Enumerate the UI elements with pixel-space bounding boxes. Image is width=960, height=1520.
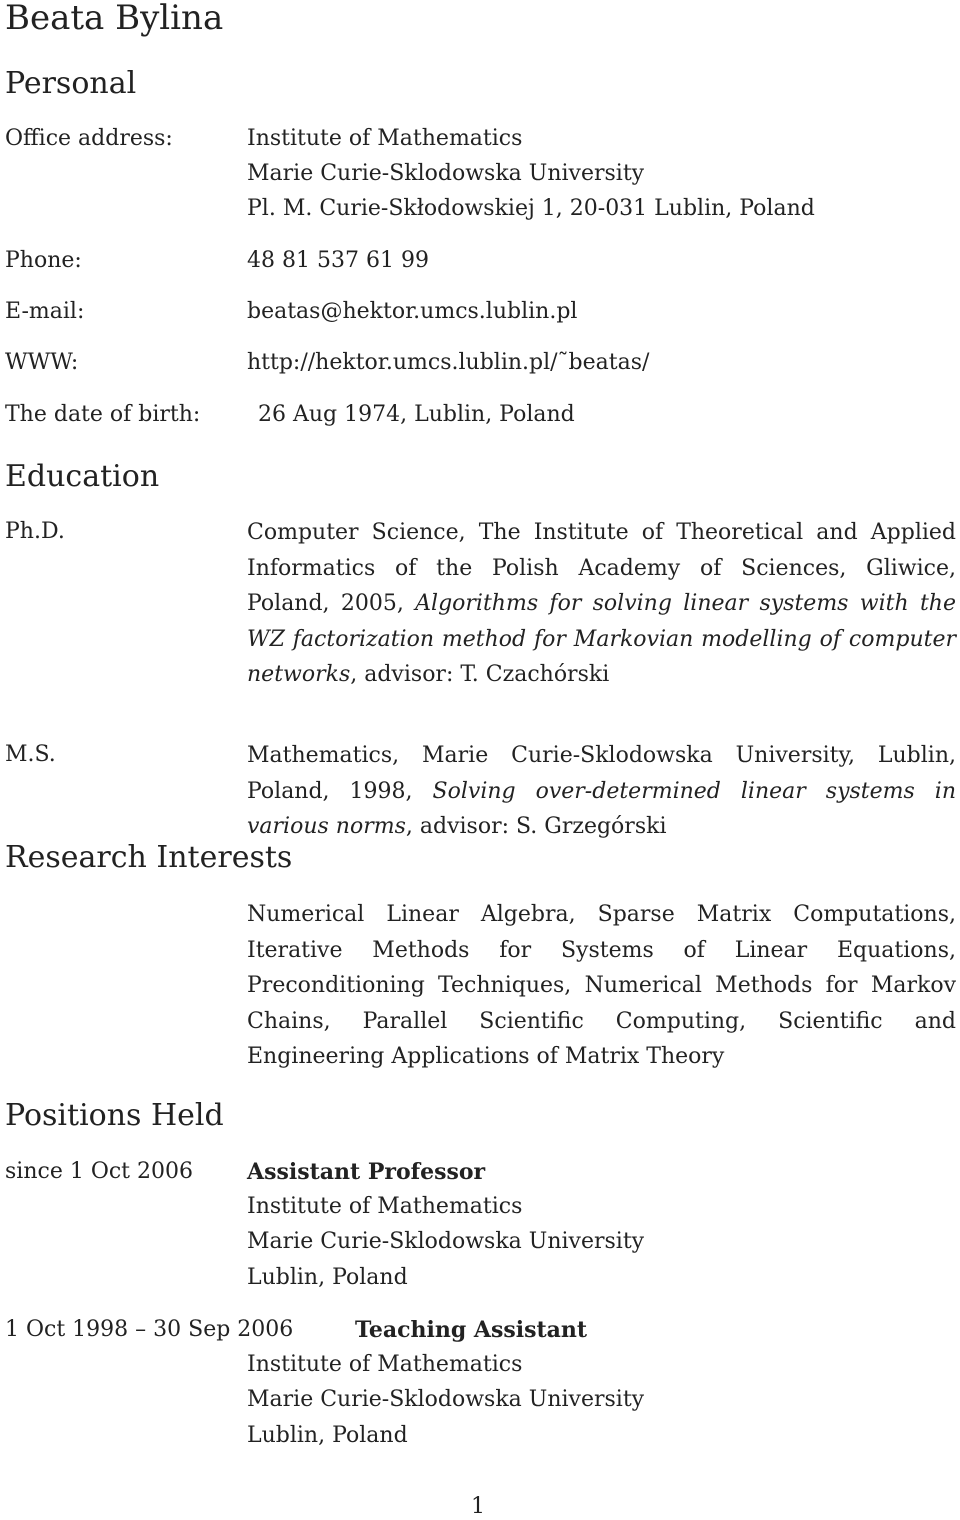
position-line: Marie Curie-Sklodowska University xyxy=(247,1387,645,1412)
ms-description xyxy=(247,738,956,845)
birth-value: 26 Aug 1974, Lublin, Poland xyxy=(258,402,575,427)
phd-text: Computer Science, The Institute of Theoretical and Applied Informatics of the Polish Academy of Sciences, Gliwice, Poland, 2005, xyxy=(247,520,956,616)
section-positions-heading: Positions Held xyxy=(5,1098,224,1133)
ms-advisor: , advisor: S. Grzegórski xyxy=(405,814,667,839)
ms-text: Mathematics, Marie Curie-Sklodowska University, Lublin, Poland, 1998, xyxy=(247,743,956,804)
position-title: Teaching Assistant xyxy=(355,1317,588,1343)
birth-label: The date of birth: xyxy=(5,402,201,427)
position-line: Lublin, Poland xyxy=(247,1423,408,1448)
page-number: 1 xyxy=(471,1494,485,1519)
position-line: Lublin, Poland xyxy=(247,1265,408,1290)
ms-label: M.S. xyxy=(5,742,56,767)
office-address-line: Marie Curie-Sklodowska University xyxy=(247,161,645,186)
cv-name: Beata Bylina xyxy=(5,0,224,38)
phd-description xyxy=(247,515,956,693)
office-address-line: Pl. M. Curie-Skłodowskiej 1, 20-031 Lublin, Poland xyxy=(247,196,815,221)
position-date: since 1 Oct 2006 xyxy=(5,1159,193,1184)
section-research-heading: Research Interests xyxy=(5,840,293,875)
phd-advisor: , advisor: T. Czachórski xyxy=(350,662,610,687)
research-interests-text: Numerical Linear Algebra, Sparse Matrix Computations, Iterative Methods for Systems of Linear Equations, Preconditioning Techniques, Numerical Methods for Markov Chains, Parallel Scientific Computing, Scientific and Engineering Applications of Matrix Theory xyxy=(247,902,956,1069)
position-line: Institute of Mathematics xyxy=(247,1352,523,1377)
position-date: 1 Oct 1998 – 30 Sep 2006 xyxy=(5,1317,294,1342)
phone-label: Phone: xyxy=(5,248,82,273)
office-address-line: Institute of Mathematics xyxy=(247,126,523,151)
ms-thesis-title: Solving over-determined linear systems in various norms xyxy=(247,778,956,839)
www-link[interactable]: http://hektor.umcs.lublin.pl/˜beatas/ xyxy=(247,350,650,375)
phd-thesis-title: Algorithms for solving linear systems with the WZ factorization method for Markovian modelling of computer networks xyxy=(247,591,956,687)
email-value[interactable]: beatas@hektor.umcs.lublin.pl xyxy=(247,299,578,324)
phone-value: 48 81 537 61 99 xyxy=(247,248,429,273)
www-label: WWW: xyxy=(5,350,79,375)
section-education-heading: Education xyxy=(5,459,160,494)
section-personal-heading: Personal xyxy=(5,66,137,101)
position-line: Marie Curie-Sklodowska University xyxy=(247,1229,645,1254)
office-address-label: Office address: xyxy=(5,126,173,151)
position-line: Institute of Mathematics xyxy=(247,1194,523,1219)
email-label: E-mail: xyxy=(5,299,85,324)
phd-label: Ph.D. xyxy=(5,519,65,544)
position-title: Assistant Professor xyxy=(247,1159,486,1185)
